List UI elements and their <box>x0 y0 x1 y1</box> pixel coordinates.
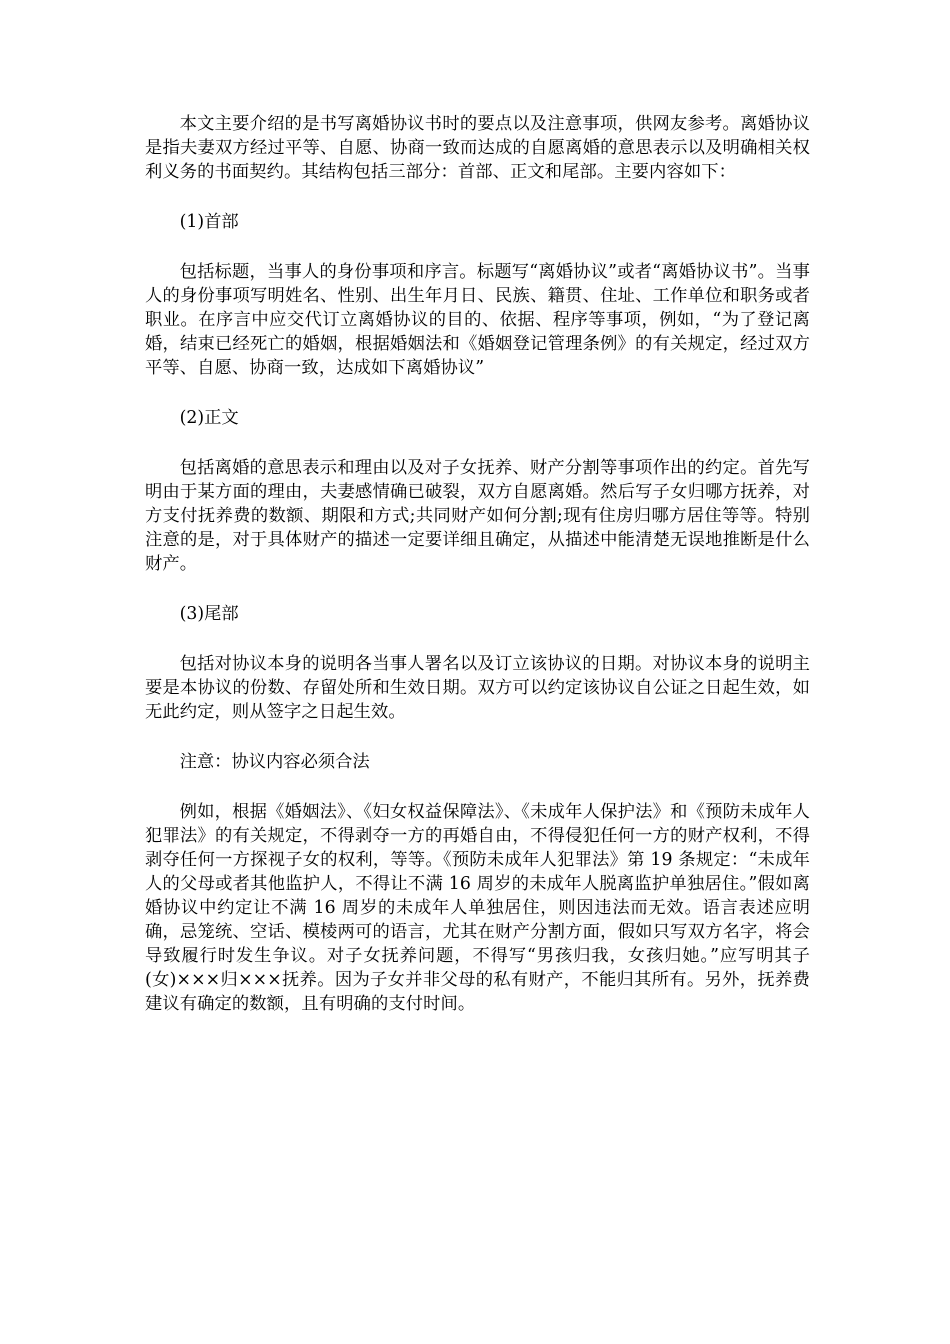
section-body-ending: 包括对协议本身的说明各当事人署名以及订立该协议的日期。对协议本身的说明主要是本协议的份数、存留处所和生效日期。双方可以约定该协议自公证之日起生效，如无此约定，则从签字之日起生效。 <box>145 654 810 722</box>
section-body-main-text: 包括离婚的意思表示和理由以及对子女抚养、财产分割等事项作出的约定。首先写明由于某方面的理由，夫妻感情确已破裂，双方自愿离婚。然后写子女归哪方抚养，对方支付抚养费的数额、期限和方式;共同财产如何分割;现有住房归哪方居住等等。特别注意的是，对于具体财产的描述一定要详细且确定，从描述中能清楚无误地推断是什么财产。 <box>145 458 810 574</box>
document-page <box>145 112 810 1042</box>
section-body-legality-note: 例如，根据《婚姻法》、《妇女权益保障法》、《未成年人保护法》和《预防未成年人犯罪法》的有关规定，不得剥夺一方的再婚自由，不得侵犯任何一方的财产权利，不得剥夺任何一方探视子女的权利，等等。《预防未成年人犯罪法》第 19 条规定：“未成年人的父母或者其他监护人，不得让不满 16 周岁的未成年人脱离监护单独居住。”假如离婚协议中约定让不满 16 周岁的未成年人单独居住，则因违法而无效。语言表述应明确，忌笼统、空话、模棱两可的语言，尤其在财产分割方面，假如只写双方名字，将会导致履行时发生争议。对子女抚养问题，不得写“男孩归我，女孩归她。”应写明其子(女)×××归×××抚养。因为子女并非父母的私有财产，不能归其所有。另外，抚养费建议有确定的数额，且有明确的支付时间。 <box>145 802 810 1014</box>
section-heading-legality-note: 注意：协议内容必须合法 <box>179 752 370 772</box>
section-heading-main-text: (2)正文 <box>179 408 239 428</box>
section-heading-ending: (3)尾部 <box>179 604 239 624</box>
section-heading-header: (1)首部 <box>179 212 239 232</box>
intro-paragraph: 本文主要介绍的是书写离婚协议书时的要点以及注意事项，供网友参考。离婚协议是指夫妻双方经过平等、自愿、协商一致而达成的自愿离婚的意思表示以及明确相关权利义务的书面契约。其结构包括三部分：首部、正文和尾部。主要内容如下： <box>145 114 810 182</box>
section-body-header: 包括标题，当事人的身份事项和序言。标题写“离婚协议”或者“离婚协议书”。当事人的身份事项写明姓名、性别、出生年月日、民族、籍贯、住址、工作单位和职务或者职业。在序言中应交代订立离婚协议的目的、依据、程序等事项，例如，“为了登记离婚，结束已经死亡的婚姻，根据婚姻法和《婚姻登记管理条例》的有关规定，经过双方平等、自愿、协商一致，达成如下离婚协议” <box>145 262 810 378</box>
